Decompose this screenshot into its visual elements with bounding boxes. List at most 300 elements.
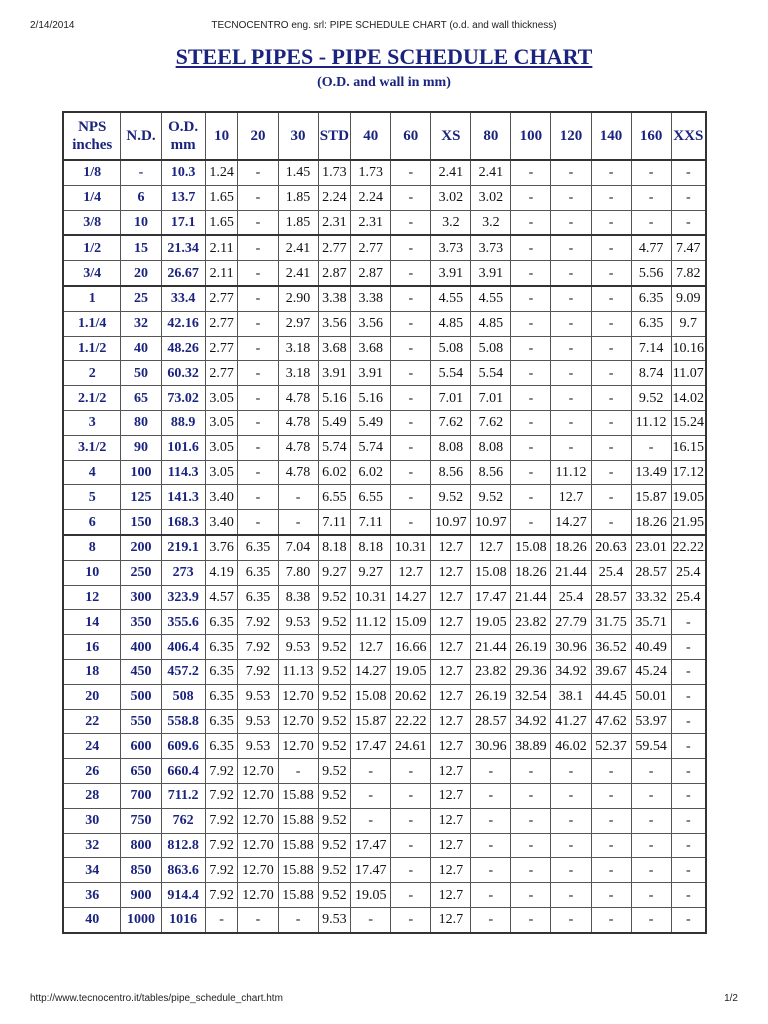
table-cell: - <box>391 833 431 858</box>
table-cell: 12.7 <box>391 560 431 585</box>
table-key-cell: 711.2 <box>161 783 205 808</box>
table-cell: - <box>391 808 431 833</box>
table-cell: 15.08 <box>351 684 391 709</box>
table-cell: 18.26 <box>551 535 591 560</box>
table-cell: - <box>238 435 278 460</box>
table-cell: - <box>671 759 706 784</box>
table-cell: 11.12 <box>351 610 391 635</box>
table-cell: - <box>591 185 631 210</box>
table-cell: 15.88 <box>278 883 318 908</box>
table-cell: - <box>238 311 278 336</box>
table-cell: - <box>551 783 591 808</box>
table-cell: 46.02 <box>551 734 591 759</box>
table-row <box>63 235 706 260</box>
table-cell: - <box>471 783 511 808</box>
table-key-cell: 20 <box>121 261 161 286</box>
table-cell: - <box>671 709 706 734</box>
table-row <box>63 535 706 560</box>
table-key-cell: 100 <box>121 460 161 485</box>
table-cell: 23.82 <box>471 659 511 684</box>
table-cell: - <box>238 386 278 411</box>
table-cell: 24.61 <box>391 734 431 759</box>
table-cell: - <box>591 386 631 411</box>
table-key-cell: 250 <box>121 560 161 585</box>
table-key-cell: 90 <box>121 435 161 460</box>
table-key-cell: 141.3 <box>161 485 205 510</box>
table-cell: 12.7 <box>431 783 471 808</box>
print-url: http://www.tecnocentro.it/tables/pipe_schedule_chart.htm <box>30 993 283 1004</box>
table-cell: - <box>551 286 591 311</box>
table-cell: - <box>511 185 551 210</box>
table-cell: 40.49 <box>631 635 671 660</box>
table-cell: - <box>391 485 431 510</box>
table-cell: 9.53 <box>238 734 278 759</box>
table-cell: 6.55 <box>351 485 391 510</box>
table-cell: - <box>551 235 591 260</box>
table-key-cell: 28 <box>63 783 121 808</box>
table-cell: 5.16 <box>351 386 391 411</box>
table-cell: 11.12 <box>631 410 671 435</box>
table-row <box>63 635 706 660</box>
table-key-cell: 10.3 <box>161 160 205 185</box>
table-cell: - <box>511 311 551 336</box>
table-cell: 9.52 <box>318 684 351 709</box>
table-cell: - <box>551 160 591 185</box>
table-cell: 12.7 <box>551 485 591 510</box>
table-cell: 9.52 <box>631 386 671 411</box>
table-cell: - <box>351 759 391 784</box>
table-row <box>63 510 706 535</box>
table-cell: - <box>591 808 631 833</box>
table-cell: 2.90 <box>278 286 318 311</box>
table-cell: 3.18 <box>278 361 318 386</box>
table-cell: 15.88 <box>278 808 318 833</box>
table-cell: - <box>551 336 591 361</box>
table-cell: 2.41 <box>278 261 318 286</box>
table-key-cell: 457.2 <box>161 659 205 684</box>
table-cell: - <box>238 160 278 185</box>
table-cell: - <box>551 858 591 883</box>
table-cell: - <box>671 783 706 808</box>
table-key-cell: 32 <box>121 311 161 336</box>
table-cell: 9.52 <box>318 759 351 784</box>
table-cell: 10.31 <box>391 535 431 560</box>
table-row <box>63 361 706 386</box>
table-cell: 22.22 <box>671 535 706 560</box>
table-cell: 9.09 <box>671 286 706 311</box>
table-key-cell: 40 <box>121 336 161 361</box>
table-cell: 10.31 <box>351 585 391 610</box>
table-cell: 25.4 <box>591 560 631 585</box>
table-cell: 6.35 <box>631 311 671 336</box>
table-cell: 3.02 <box>471 185 511 210</box>
table-cell: - <box>631 435 671 460</box>
table-cell: - <box>591 160 631 185</box>
table-cell: 8.08 <box>431 435 471 460</box>
table-cell: 12.7 <box>431 759 471 784</box>
table-cell: 6.02 <box>351 460 391 485</box>
table-key-cell: 850 <box>121 858 161 883</box>
table-cell: 6.35 <box>205 635 238 660</box>
table-cell: - <box>238 286 278 311</box>
table-cell: 2.87 <box>318 261 351 286</box>
table-cell: 6.35 <box>205 684 238 709</box>
table-cell: - <box>631 759 671 784</box>
table-cell: 9.53 <box>278 635 318 660</box>
table-cell: - <box>238 361 278 386</box>
table-cell: 7.62 <box>471 410 511 435</box>
table-key-cell: 13.7 <box>161 185 205 210</box>
table-row <box>63 833 706 858</box>
table-key-cell: 550 <box>121 709 161 734</box>
table-cell: - <box>631 883 671 908</box>
table-cell: 9.7 <box>671 311 706 336</box>
table-key-cell: 20 <box>63 684 121 709</box>
table-cell: - <box>631 907 671 932</box>
table-key-cell: 65 <box>121 386 161 411</box>
table-body <box>63 160 706 933</box>
table-cell: - <box>471 907 511 932</box>
table-key-cell: 400 <box>121 635 161 660</box>
document-subtitle: (O.D. and wall in mm) <box>317 75 451 90</box>
table-cell: 17.47 <box>351 858 391 883</box>
table-cell: 9.53 <box>318 907 351 932</box>
table-row <box>63 783 706 808</box>
table-cell: 21.44 <box>551 560 591 585</box>
table-cell: 33.32 <box>631 585 671 610</box>
table-cell: 2.41 <box>278 235 318 260</box>
table-row <box>63 659 706 684</box>
table-cell: 3.73 <box>471 235 511 260</box>
table-key-cell: 88.9 <box>161 410 205 435</box>
table-cell: 20.62 <box>391 684 431 709</box>
table-cell: - <box>671 808 706 833</box>
table-key-cell: 300 <box>121 585 161 610</box>
table-cell: 28.57 <box>591 585 631 610</box>
print-header <box>0 0 768 40</box>
table-cell: 17.47 <box>351 833 391 858</box>
table-cell: - <box>591 210 631 235</box>
table-key-cell: 26 <box>63 759 121 784</box>
table-cell: 6.35 <box>205 709 238 734</box>
table-cell: 31.75 <box>591 610 631 635</box>
table-cell: 23.82 <box>511 610 551 635</box>
table-cell: 20.63 <box>591 535 631 560</box>
table-cell: 5.08 <box>471 336 511 361</box>
table-row <box>63 759 706 784</box>
table-cell: - <box>591 286 631 311</box>
table-cell: 2.41 <box>471 160 511 185</box>
table-key-cell: 3.1/2 <box>63 435 121 460</box>
table-cell: 47.62 <box>591 709 631 734</box>
table-cell: 9.52 <box>318 585 351 610</box>
table-cell: 9.52 <box>318 610 351 635</box>
table-key-cell: 900 <box>121 883 161 908</box>
table-cell: - <box>278 485 318 510</box>
table-cell: 59.54 <box>631 734 671 759</box>
table-key-cell: 5 <box>63 485 121 510</box>
table-cell: - <box>591 311 631 336</box>
table-cell: 4.78 <box>278 386 318 411</box>
table-row <box>63 311 706 336</box>
table-cell: 3.40 <box>205 485 238 510</box>
table-key-cell: 2.1/2 <box>63 386 121 411</box>
table-cell: - <box>278 510 318 535</box>
table-cell: 12.70 <box>238 858 278 883</box>
table-key-cell: 700 <box>121 783 161 808</box>
table-cell: 3.68 <box>351 336 391 361</box>
table-cell: - <box>471 833 511 858</box>
table-cell: - <box>511 261 551 286</box>
column-header: 160 <box>631 112 671 160</box>
table-key-cell: 6 <box>121 185 161 210</box>
table-cell: 3.56 <box>351 311 391 336</box>
table-cell: - <box>511 510 551 535</box>
table-cell: 2.97 <box>278 311 318 336</box>
table-key-cell: 660.4 <box>161 759 205 784</box>
table-cell: 7.92 <box>205 808 238 833</box>
table-cell: 18.26 <box>511 560 551 585</box>
table-cell: - <box>551 435 591 460</box>
table-cell: 5.74 <box>318 435 351 460</box>
column-header: O.D. mm <box>161 112 205 160</box>
table-cell: 23.01 <box>631 535 671 560</box>
table-cell: 41.27 <box>551 709 591 734</box>
table-cell: - <box>671 734 706 759</box>
table-cell: 3.38 <box>351 286 391 311</box>
table-cell: 9.53 <box>238 684 278 709</box>
table-cell: - <box>551 210 591 235</box>
table-cell: 45.24 <box>631 659 671 684</box>
table-cell: 2.31 <box>351 210 391 235</box>
table-key-cell: 273 <box>161 560 205 585</box>
table-cell: 39.67 <box>591 659 631 684</box>
table-cell: 9.52 <box>318 659 351 684</box>
table-cell: 4.55 <box>471 286 511 311</box>
table-cell: 38.1 <box>551 684 591 709</box>
table-cell: 34.92 <box>511 709 551 734</box>
table-cell: - <box>631 833 671 858</box>
table-cell: 12.7 <box>431 734 471 759</box>
table-cell: 12.70 <box>238 808 278 833</box>
table-key-cell: 12 <box>63 585 121 610</box>
table-cell: - <box>511 460 551 485</box>
table-cell: 30.96 <box>551 635 591 660</box>
table-cell: 9.27 <box>318 560 351 585</box>
table-cell: - <box>671 883 706 908</box>
table-cell: - <box>671 210 706 235</box>
table-cell: - <box>591 907 631 932</box>
table-cell: 12.7 <box>431 907 471 932</box>
table-cell: - <box>391 286 431 311</box>
table-cell: - <box>591 858 631 883</box>
table-row <box>63 410 706 435</box>
table-cell: 29.36 <box>511 659 551 684</box>
table-cell: - <box>238 510 278 535</box>
table-cell: 7.80 <box>278 560 318 585</box>
table-cell: 3.56 <box>318 311 351 336</box>
table-cell: 10.16 <box>671 336 706 361</box>
table-cell: - <box>591 361 631 386</box>
table-cell: - <box>511 485 551 510</box>
table-cell: 15.88 <box>278 833 318 858</box>
table-cell: - <box>391 235 431 260</box>
document-title: STEEL PIPES - PIPE SCHEDULE CHART <box>175 44 593 69</box>
table-cell: - <box>631 210 671 235</box>
table-cell: 7.82 <box>671 261 706 286</box>
table-cell: - <box>551 759 591 784</box>
table-cell: 4.85 <box>431 311 471 336</box>
table-cell: 8.08 <box>471 435 511 460</box>
table-cell: 12.7 <box>431 610 471 635</box>
table-cell: - <box>671 635 706 660</box>
table-cell: 5.49 <box>351 410 391 435</box>
table-key-cell: 2 <box>63 361 121 386</box>
table-cell: 16.15 <box>671 435 706 460</box>
table-cell: 12.7 <box>431 535 471 560</box>
table-cell: 12.70 <box>278 734 318 759</box>
table-cell: - <box>511 160 551 185</box>
table-cell: 2.77 <box>205 311 238 336</box>
table-cell: - <box>511 759 551 784</box>
column-header: 100 <box>511 112 551 160</box>
table-key-cell: 4 <box>63 460 121 485</box>
table-key-cell: 42.16 <box>161 311 205 336</box>
table-cell: 2.77 <box>205 286 238 311</box>
table-cell: 28.57 <box>631 560 671 585</box>
table-cell: 2.31 <box>318 210 351 235</box>
table-cell: 32.54 <box>511 684 551 709</box>
table-cell: 1.24 <box>205 160 238 185</box>
table-cell: 2.77 <box>205 336 238 361</box>
table-cell: - <box>391 460 431 485</box>
table-cell: 36.52 <box>591 635 631 660</box>
table-key-cell: 24 <box>63 734 121 759</box>
table-cell: 4.57 <box>205 585 238 610</box>
table-key-cell: 33.4 <box>161 286 205 311</box>
table-key-cell: 1/8 <box>63 160 121 185</box>
table-row <box>63 261 706 286</box>
table-key-cell: 1/4 <box>63 185 121 210</box>
table-cell: 7.11 <box>351 510 391 535</box>
table-row <box>63 709 706 734</box>
table-cell: 7.92 <box>238 610 278 635</box>
table-cell: 2.11 <box>205 235 238 260</box>
table-key-cell: 34 <box>63 858 121 883</box>
table-cell: - <box>591 410 631 435</box>
table-cell: - <box>591 833 631 858</box>
table-cell: - <box>671 185 706 210</box>
table-cell: - <box>591 435 631 460</box>
table-cell: 28.57 <box>471 709 511 734</box>
column-header: 40 <box>351 112 391 160</box>
table-cell: - <box>671 160 706 185</box>
table-cell: 30.96 <box>471 734 511 759</box>
table-key-cell: 1000 <box>121 907 161 932</box>
table-key-cell: 812.8 <box>161 833 205 858</box>
table-cell: 16.66 <box>391 635 431 660</box>
table-key-cell: 200 <box>121 535 161 560</box>
table-cell: - <box>551 410 591 435</box>
table-cell: - <box>671 907 706 932</box>
table-cell: 5.16 <box>318 386 351 411</box>
table-key-cell: 650 <box>121 759 161 784</box>
table-key-cell: 101.6 <box>161 435 205 460</box>
table-cell: - <box>511 336 551 361</box>
table-row <box>63 610 706 635</box>
table-cell: 4.78 <box>278 435 318 460</box>
table-cell: - <box>591 485 631 510</box>
column-header: 30 <box>278 112 318 160</box>
table-cell: 15.87 <box>631 485 671 510</box>
table-cell: - <box>205 907 238 932</box>
table-cell: 12.7 <box>431 709 471 734</box>
table-cell: 7.14 <box>631 336 671 361</box>
table-key-cell: 3/8 <box>63 210 121 235</box>
table-cell: - <box>551 386 591 411</box>
table-cell: 10.97 <box>471 510 511 535</box>
table-cell: 9.52 <box>318 709 351 734</box>
table-cell: 9.52 <box>318 883 351 908</box>
table-cell: - <box>511 210 551 235</box>
table-key-cell: 14 <box>63 610 121 635</box>
table-cell: 50.01 <box>631 684 671 709</box>
table-cell: 21.44 <box>471 635 511 660</box>
table-cell: 3.05 <box>205 386 238 411</box>
table-cell: 8.18 <box>351 535 391 560</box>
table-cell: 12.70 <box>238 833 278 858</box>
table-cell: 4.19 <box>205 560 238 585</box>
table-key-cell: 1.1/4 <box>63 311 121 336</box>
table-cell: 21.95 <box>671 510 706 535</box>
table-cell: - <box>591 510 631 535</box>
table-cell: 9.52 <box>318 833 351 858</box>
table-key-cell: 50 <box>121 361 161 386</box>
table-key-cell: 32 <box>63 833 121 858</box>
table-cell: 12.70 <box>278 684 318 709</box>
table-cell: 1.85 <box>278 210 318 235</box>
table-cell: - <box>511 435 551 460</box>
table-cell: 14.27 <box>391 585 431 610</box>
table-cell: - <box>631 808 671 833</box>
table-key-cell: 1/2 <box>63 235 121 260</box>
table-cell: 27.79 <box>551 610 591 635</box>
column-header: N.D. <box>121 112 161 160</box>
table-key-cell: 26.67 <box>161 261 205 286</box>
table-key-cell: 863.6 <box>161 858 205 883</box>
table-cell: 12.70 <box>238 759 278 784</box>
table-cell: 53.97 <box>631 709 671 734</box>
table-cell: 7.92 <box>205 759 238 784</box>
table-cell: 1.73 <box>351 160 391 185</box>
table-cell: - <box>551 261 591 286</box>
table-cell: - <box>351 808 391 833</box>
table-cell: 3.2 <box>471 210 511 235</box>
column-header: 80 <box>471 112 511 160</box>
column-header: 60 <box>391 112 431 160</box>
table-cell: 14.02 <box>671 386 706 411</box>
table-cell: 3.38 <box>318 286 351 311</box>
table-cell: 9.52 <box>471 485 511 510</box>
table-cell: 12.7 <box>431 635 471 660</box>
table-cell: 6.55 <box>318 485 351 510</box>
table-cell: - <box>551 833 591 858</box>
table-cell: 44.45 <box>591 684 631 709</box>
table-cell: - <box>238 907 278 932</box>
print-page-title: TECNOCENTRO eng. srl: PIPE SCHEDULE CHART (o.d. and wall thickness) <box>211 20 557 31</box>
table-cell: - <box>391 386 431 411</box>
table-cell: - <box>238 185 278 210</box>
